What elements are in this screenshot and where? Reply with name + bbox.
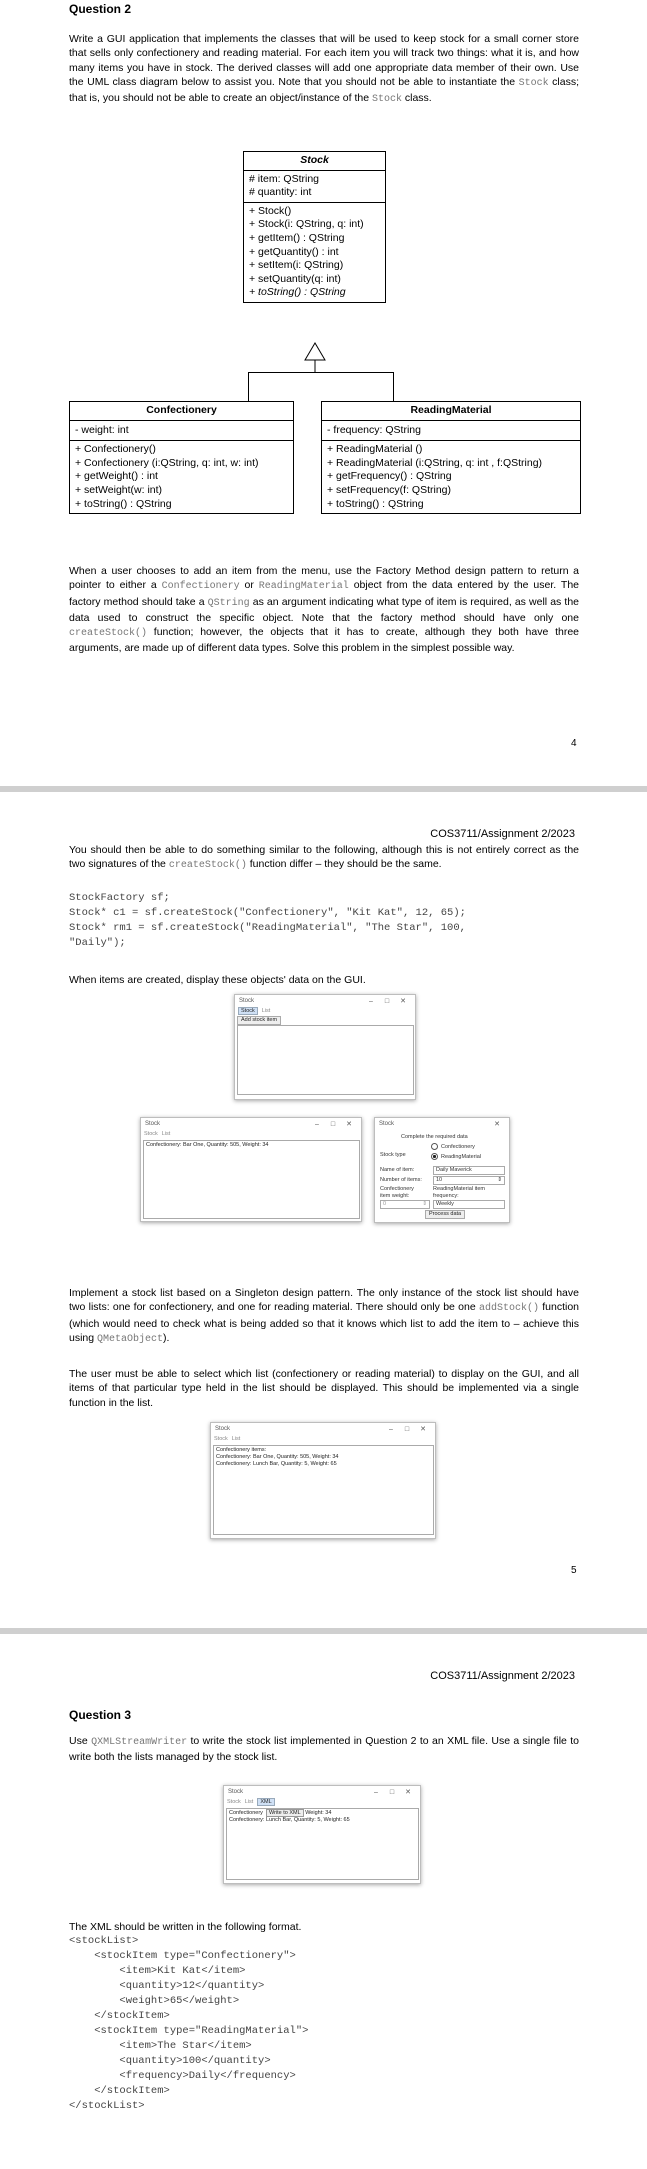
page-1	[0, 0, 647, 786]
inheritance-connector	[240, 340, 400, 402]
list-item[interactable]: Confectionery: Bar One, Quantity: 505, Weight: 34	[216, 1454, 339, 1460]
tab-list[interactable]: List	[231, 1436, 241, 1442]
page-number: 4	[571, 738, 577, 749]
display-list-paragraph: The user must be able to select which list (confectionery or reading material) to display on the GUI, and all items of that particular type held in the list should be displayed. This should be implemented via a single function in the list.	[69, 1368, 579, 1409]
spin-arrows-icon: ⇕	[497, 1177, 502, 1183]
title-bar	[235, 995, 415, 1007]
frequency-label: ReadingMaterial item frequency:	[433, 1186, 485, 1199]
stock-window-list-display	[210, 1422, 436, 1539]
list-item[interactable]: Confectionery Write to XML Weight: 34	[229, 1810, 332, 1816]
name-input[interactable]: Daily Maverick	[433, 1166, 505, 1175]
quantity-label: Number of items:	[380, 1177, 422, 1183]
window-title: Stock	[239, 998, 255, 1004]
line-right	[393, 372, 394, 401]
uml-stock-class	[243, 151, 386, 303]
confectionery-attributes: - weight: int	[70, 421, 293, 442]
close-icon[interactable]: ✕	[494, 1121, 500, 1128]
tab-bar	[224, 1798, 420, 1806]
maximize-icon[interactable]: □	[404, 1425, 410, 1433]
frequency-input[interactable]: Weekly	[433, 1200, 505, 1209]
close-icon[interactable]: ✕	[346, 1121, 352, 1128]
tab-stock[interactable]: Stock	[144, 1131, 158, 1137]
weight-spinbox[interactable]: 0 ⇕	[380, 1200, 430, 1209]
reading-material-class-name: ReadingMaterial	[322, 402, 580, 421]
close-icon[interactable]: ✕	[405, 1789, 411, 1796]
list-item[interactable]: Confectionery: Lunch Bar, Quantity: 5, Weight: 65	[229, 1817, 350, 1823]
list-item[interactable]: Confectionery: Lunch Bar, Quantity: 5, Weight: 65	[216, 1461, 337, 1467]
radio-confectionery[interactable]: Confectionery	[431, 1143, 475, 1150]
code-sample: StockFactory sf; Stock* c1 = sf.createStock("Confectionery", "Kit Kat", 12, 65); Stock* rm1 = sf.createStock("ReadingMaterial", "The Star", 100, "Daily");	[69, 892, 466, 949]
running-header: COS3711/Assignment 2/2023	[430, 1670, 575, 1682]
tab-list[interactable]: List	[244, 1799, 254, 1805]
uml-confectionery-class	[69, 401, 294, 514]
minimize-icon[interactable]: –	[315, 1120, 319, 1128]
uml-reading-material-class	[321, 401, 581, 514]
minimize-icon[interactable]: –	[389, 1425, 393, 1433]
radio-reading-material[interactable]: ReadingMaterial	[431, 1153, 481, 1160]
page-number: 5	[571, 1565, 577, 1576]
list-item[interactable]: Confectionery items:	[216, 1447, 267, 1453]
intro-paragraph: You should then be able to do something similar to the following, although this is not entirely correct as the two signatures of the createStock() function differ – they should be the same.	[69, 844, 579, 872]
stock-list-area[interactable]	[213, 1445, 434, 1535]
tab-stock[interactable]: Stock	[227, 1799, 241, 1805]
tab-stock[interactable]: Stock	[238, 1007, 258, 1015]
running-header: COS3711/Assignment 2/2023	[430, 828, 575, 840]
xml-paragraph: Use QXMLStreamWriter to write the stock list implemented in Question 2 to an XML file. Use a single file to write both the lists managed by the stock list.	[69, 1735, 580, 1764]
spin-arrows-icon: ⇕	[422, 1201, 427, 1207]
prompt-label: Complete the required data	[401, 1134, 468, 1140]
stock-dialog	[374, 1117, 510, 1223]
xml-format-paragraph: The XML should be written in the following format.	[69, 1921, 302, 1933]
display-paragraph: When items are created, display these objects' data on the GUI.	[69, 974, 366, 986]
stock-list-area[interactable]	[226, 1808, 419, 1880]
close-icon[interactable]: ✕	[400, 998, 406, 1005]
maximize-icon[interactable]: □	[384, 997, 390, 1005]
confectionery-methods: + Confectionery() + Confectionery (i:QString, q: int, w: int) + getWeight() : int + setWeight(w: int) + toString() : QString	[75, 443, 259, 510]
maximize-icon[interactable]: □	[389, 1788, 395, 1796]
question-2-heading: Question 2	[69, 2, 132, 16]
name-label: Name of item:	[380, 1167, 415, 1173]
stock-list-area[interactable]	[143, 1140, 360, 1219]
add-stock-item-button[interactable]: Add stock item	[237, 1016, 281, 1025]
line-left	[248, 372, 249, 401]
page-2	[0, 792, 647, 1628]
factory-paragraph: When a user chooses to add an item from the menu, use the Factory Method design pattern to return a pointer to either a Confectionery or ReadingMaterial object from the data entered by the user. The factory method should take a QString as an argument indicating what type of item is required, as well as the data used to construct the specific object. Note that the factory method should have only one createStock() function; however, the objects that it has to create, although they both have three arguments, are made up of different data types. Solve this problem in the simplest possible way.	[69, 565, 579, 655]
stock-class-name: Stock	[244, 152, 385, 171]
reading-material-attributes: - frequency: QString	[322, 421, 580, 442]
stock-window-xml	[223, 1785, 421, 1884]
xml-sample: <stockList> <stockItem type="Confectionery"> <item>Kit Kat</item> <quantity>12</quantity> <weight>65</weight> </stockItem> <stockItem type="ReadingMaterial"> <item>The Star</item> <quantity>100</quantity> <frequency>Daily</frequency> </stockItem> </stockList>	[69, 1935, 309, 2112]
stock-window-add	[234, 994, 416, 1100]
tab-bar	[235, 1007, 415, 1015]
maximize-icon[interactable]: □	[330, 1120, 336, 1128]
close-icon[interactable]: ✕	[420, 1426, 426, 1433]
tab-bar	[211, 1435, 435, 1443]
list-item[interactable]: Confectionery: Bar One, Quantity: 505, Weight: 34	[146, 1142, 269, 1148]
stock-window-list	[140, 1117, 362, 1222]
singleton-paragraph: Implement a stock list based on a Singleton design pattern. The only instance of the stock list should have two lists: one for confectionery, and one for reading material. There should only be one addStock() function (which would need to check what is being added so that it knows which list to add the item to – achieve this using QMetaObject).	[69, 1287, 579, 1345]
title-bar: Stock ✕	[375, 1118, 509, 1130]
reading-material-methods: + ReadingMaterial () + ReadingMaterial (i:QString, q: int , f:QString) + getFrequency() : QString + setFrequency(f: QString) + toString() : QString	[327, 443, 543, 510]
process-data-button[interactable]: Process data	[425, 1210, 465, 1219]
tab-list[interactable]: List	[161, 1131, 171, 1137]
weight-label: Confectionery item weight:	[380, 1186, 414, 1199]
tab-list[interactable]: List	[261, 1008, 271, 1014]
write-to-xml-button[interactable]: Write to XML	[266, 1809, 304, 1817]
minimize-icon[interactable]: –	[369, 997, 373, 1005]
confectionery-class-name: Confectionery	[70, 402, 293, 421]
title-bar: Stock – □ ✕	[211, 1423, 435, 1435]
intro-paragraph: Write a GUI application that implements the classes that will be used to keep stock for a small corner store that sells only confectionery and reading material. For each item you will track two things: what it is, and how many items you have in stock. The derived classes will add one appropriate data member of their own. Use the UML class diagram below to assist you. Note that you should not be able to instantiate the Stock class; that is, you should not be able to create an object/instance of the Stock class.	[69, 33, 579, 106]
tab-stock[interactable]: Stock	[214, 1436, 228, 1442]
stock-list-area[interactable]	[237, 1025, 414, 1095]
page-3	[0, 1634, 647, 2169]
line-top	[248, 372, 393, 373]
quantity-spinbox[interactable]: 10 ⇕	[433, 1176, 505, 1185]
stock-methods: + Stock() + Stock(i: QString, q: int) + getItem() : QString + getQuantity() : int + setItem(i: QString) + setQuantity(q: int) + toString() : QString	[249, 204, 364, 299]
title-bar: Stock – □ ✕	[224, 1786, 420, 1798]
title-bar: Stock – □ ✕	[141, 1118, 361, 1130]
tab-bar	[141, 1130, 361, 1138]
minimize-icon[interactable]: –	[374, 1788, 378, 1796]
question-3-heading: Question 3	[69, 1708, 132, 1722]
stock-type-label: Stock type	[380, 1152, 406, 1158]
stock-attributes: # item: QString # quantity: int	[244, 171, 385, 203]
inheritance-triangle-icon	[305, 343, 325, 360]
tab-xml[interactable]: XML	[257, 1798, 274, 1806]
